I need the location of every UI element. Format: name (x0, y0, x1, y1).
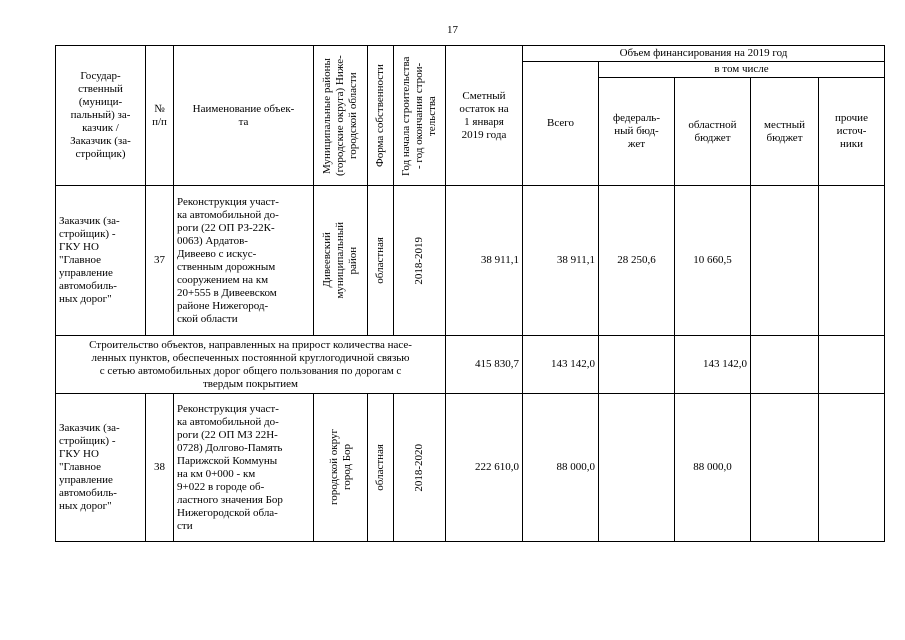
header-including: в том числе (599, 62, 885, 78)
row-total: 38 911,1 (523, 186, 599, 336)
row-other (819, 186, 885, 336)
header-regional: областной бюджет (675, 78, 751, 186)
row-district: Дивеевский муниципальный район (314, 186, 368, 336)
header-municipal-districts: Муниципальные районы (городские округа) Ниже- городской области (314, 46, 368, 186)
row-customer: Заказчик (за- стройщик) - ГКУ НО "Главное управление автомобиль- ных дорог" (56, 394, 146, 542)
header-federal: федераль- ный бюд- жет (599, 78, 675, 186)
row-customer: Заказчик (за- стройщик) - ГКУ НО "Главное управление автомобиль- ных дорог" (56, 186, 146, 336)
table-row (56, 394, 885, 542)
header-other: прочие источ- ники (819, 78, 885, 186)
row-federal: 28 250,6 (599, 186, 675, 336)
row-federal (599, 394, 675, 542)
row-total: 88 000,0 (523, 394, 599, 542)
section-row (56, 336, 885, 394)
row-estimate: 222 610,0 (446, 394, 523, 542)
section-regional: 143 142,0 (675, 336, 751, 394)
header-number: № п/п (146, 46, 174, 186)
row-number: 38 (146, 394, 174, 542)
page-number: 17 (447, 24, 458, 36)
row-regional: 88 000,0 (675, 394, 751, 542)
section-local (751, 336, 819, 394)
row-district: городской округ город Бор (314, 394, 368, 542)
header-local: местный бюджет (751, 78, 819, 186)
header-funding-title: Объем финансирования на 2019 год (523, 46, 885, 62)
row-estimate: 38 911,1 (446, 186, 523, 336)
row-object-name: Реконструкция участ- ка автомобильной до- роги (22 ОП МЗ 22Н- 0728) Долгово-Память Парижской Коммуны на км 0+000 - км 9+022 в городе об- ластного значения Бор Нижегородской обла- сти (174, 394, 314, 542)
row-other (819, 394, 885, 542)
section-total: 143 142,0 (523, 336, 599, 394)
header-customer: Государ- ственный (муници- пальный) за- казчик / Заказчик (за- стройщик) (56, 46, 146, 186)
row-years: 2018-2019 (394, 186, 446, 336)
header-years: Год начала строительства - год окончания строи- тельства (394, 46, 446, 186)
row-local (751, 186, 819, 336)
row-ownership: областная (368, 186, 394, 336)
row-regional: 10 660,5 (675, 186, 751, 336)
table-row (56, 186, 885, 336)
header-estimate: Сметный остаток на 1 января 2019 года (446, 46, 523, 186)
financing-table (55, 45, 885, 542)
section-title: Строительство объектов, направленных на прирост количества насе- ленных пунктов, обеспеченных постоянной круглогодичной связью с сетью автомобильных дорог общего пользования по дорогам с твердым покрытием (56, 336, 446, 394)
header-object-name: Наименование объек- та (174, 46, 314, 186)
row-object-name: Реконструкция участ- ка автомобильной до- роги (22 ОП РЗ-22К- 0063) Ардатов- Дивеево с искус- ственным дорожным сооружением на км 20+555 в Дивеевском районе Нижегород- ской области (174, 186, 314, 336)
row-number: 37 (146, 186, 174, 336)
section-federal (599, 336, 675, 394)
section-estimate: 415 830,7 (446, 336, 523, 394)
header-total: Всего (523, 62, 599, 186)
header-ownership: Форма собственности (368, 46, 394, 186)
row-local (751, 394, 819, 542)
row-years: 2018-2020 (394, 394, 446, 542)
row-ownership: областная (368, 394, 394, 542)
section-other (819, 336, 885, 394)
